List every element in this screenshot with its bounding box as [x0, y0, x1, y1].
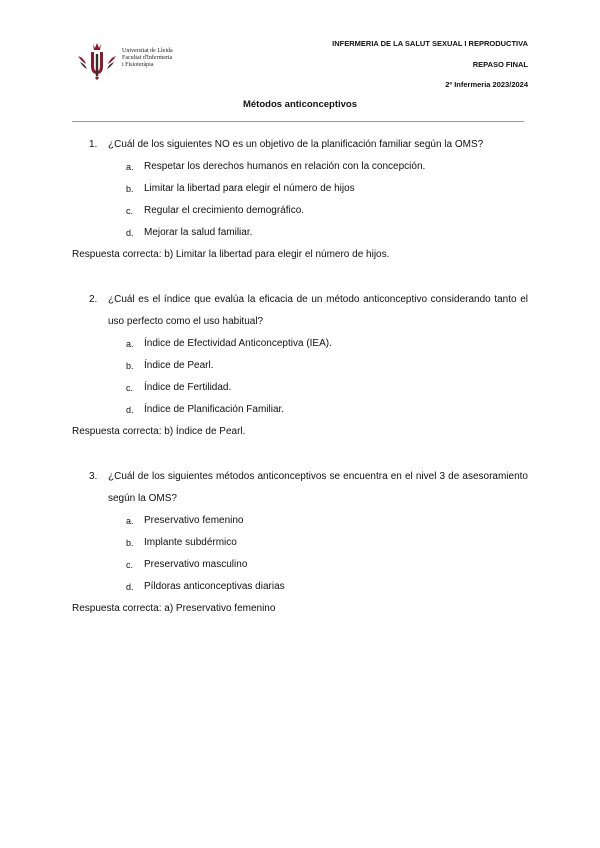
option-letter: c.: [126, 560, 134, 570]
option-text: Índice de Fertilidad.: [144, 382, 232, 393]
document-subtitle: REPASO FINAL: [472, 60, 528, 69]
option-item: [72, 377, 528, 399]
option-item: [72, 178, 528, 200]
page-title: Métodos anticonceptivos: [242, 99, 357, 110]
university-emblem-icon: [74, 40, 120, 82]
option-list: [72, 333, 528, 421]
option-item: [72, 554, 528, 576]
option-item: [72, 333, 528, 355]
option-text: Preservativo femenino: [144, 515, 244, 526]
option-letter: a.: [126, 162, 134, 172]
option-item: [72, 510, 528, 532]
question-text: ¿Cuál de los siguientes NO es un objetivo de la planificación familiar según la OMS?: [108, 139, 484, 150]
academic-year: 2º Infermeria 2023/2024: [445, 80, 528, 89]
question-block: [72, 466, 528, 620]
option-item: [72, 576, 528, 598]
question-block: [72, 289, 528, 443]
title-divider: [72, 121, 524, 122]
option-text: Índice de Efectividad Anticonceptiva (IEA).: [144, 338, 332, 349]
question-number: 1.: [89, 139, 98, 150]
university-name: Universitat de Lleida Facultat d'Infermeria i Fisioteràpia: [122, 48, 173, 68]
option-letter: c.: [126, 383, 134, 393]
option-text: Implante subdérmico: [144, 537, 237, 548]
option-letter: d.: [126, 228, 134, 238]
option-text: Píldoras anticonceptivas diarias: [144, 581, 285, 592]
option-text: Mejorar la salud familiar.: [144, 227, 253, 238]
correct-answer: Respuesta correcta: a) Preservativo femenino: [72, 603, 276, 614]
correct-answer: Respuesta correcta: b) Limitar la libertad para elegir el número de hijos.: [72, 249, 390, 260]
university-logo: [74, 40, 194, 82]
question: [72, 466, 528, 510]
option-item: [72, 399, 528, 421]
option-item: [72, 532, 528, 554]
option-letter: b.: [126, 361, 134, 371]
option-letter: b.: [126, 184, 134, 194]
question-number: 3.: [89, 471, 98, 482]
question: [72, 289, 528, 333]
option-list: [72, 156, 528, 244]
option-letter: c.: [126, 206, 134, 216]
question-list: [72, 134, 528, 643]
correct-answer: Respuesta correcta: b) Índice de Pearl.: [72, 426, 246, 437]
option-list: [72, 510, 528, 598]
option-item: [72, 156, 528, 178]
question-text: ¿Cuál es el índice que evalúa la eficacia de un método anticonceptivo considerando tanto el uso perfecto como el uso habitual?: [108, 294, 528, 327]
option-letter: a.: [126, 339, 134, 349]
option-text: Índice de Planificación Familiar.: [144, 404, 285, 415]
option-text: Regular el crecimiento demográfico.: [144, 205, 305, 216]
option-text: Índice de Pearl.: [144, 360, 214, 371]
question-number: 2.: [89, 294, 98, 305]
question: [72, 134, 528, 156]
option-letter: d.: [126, 405, 134, 415]
option-text: Preservativo masculino: [144, 559, 248, 570]
option-text: Limitar la libertad para elegir el número de hijos: [144, 183, 355, 194]
option-item: [72, 200, 528, 222]
option-text: Respetar los derechos humanos en relación con la concepción.: [144, 161, 426, 172]
course-name: INFERMERIA DE LA SALUT SEXUAL I REPRODUCTIVA: [332, 39, 528, 48]
option-letter: a.: [126, 516, 134, 526]
option-letter: b.: [126, 538, 134, 548]
option-item: [72, 222, 528, 244]
option-letter: d.: [126, 582, 134, 592]
question-text: ¿Cuál de los siguientes métodos anticonceptivos se encuentra en el nivel 3 de asesoramiento según la OMS?: [108, 471, 528, 504]
question-block: [72, 134, 528, 266]
option-item: [72, 355, 528, 377]
